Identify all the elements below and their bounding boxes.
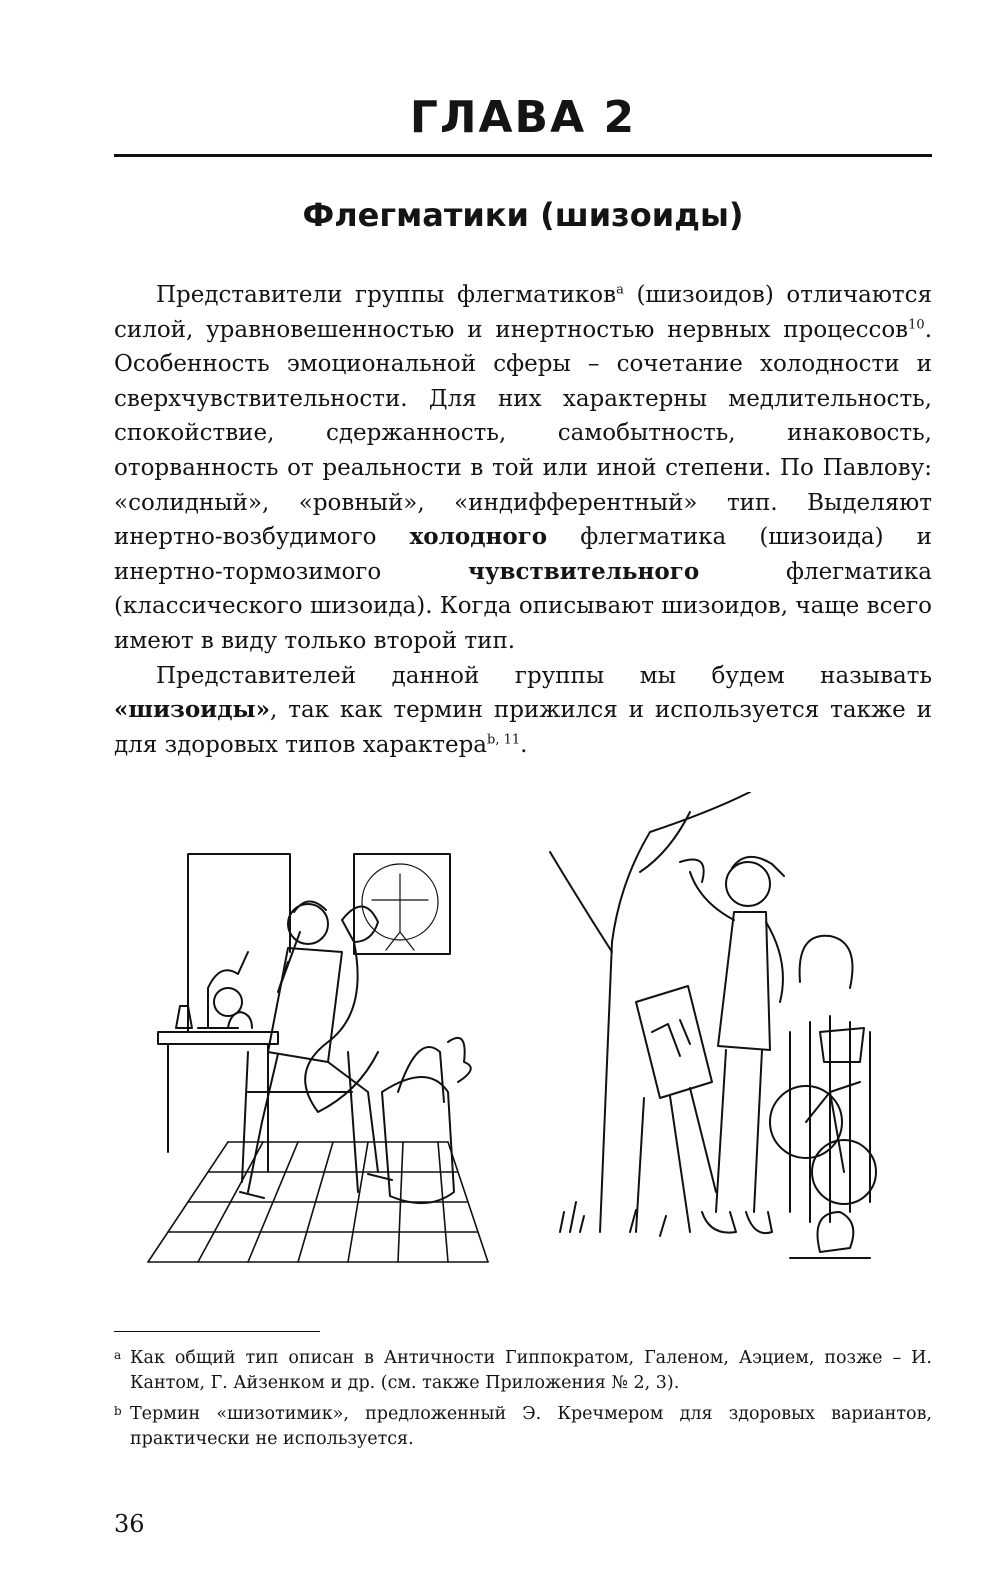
footnote-text: Термин «шизотимик», предложенный Э. Кречмером для здоровых вариантов, практически не используется. <box>130 1404 932 1449</box>
paragraph-1-text-2: (шизоидов) отличаются силой, уравновешенностью и инертностью нервных процессов <box>114 282 932 343</box>
page-number: 36 <box>114 1510 145 1538</box>
paragraph-2 <box>114 659 932 763</box>
paragraph-2-text-3: . <box>520 731 528 758</box>
term-schizoids: «шизоиды» <box>114 696 270 724</box>
section-title: Флегматики (шизоиды) <box>302 196 744 234</box>
paragraph-1-text-3: . Особенность эмоциональной сферы – сочетание холодности и сверхчувствительности. Для них характерны медлительность, спокойствие, сдержанность, самобытность, инаковость, оторванность от реальности в той или иной степени. По Павлову: «солидный», «ровный», «индифферентный» тип. Выделяют инертно-возбудимого <box>114 316 932 551</box>
footnote-mark: a <box>114 1348 122 1362</box>
footnote-ref-b-11: b, 11 <box>487 732 521 748</box>
footnotes <box>114 1346 932 1458</box>
chapter-title-rule <box>114 154 932 157</box>
footnote-rule <box>114 1331 320 1332</box>
chapter-title: ГЛАВА 2 <box>409 92 637 143</box>
term-sensitive: чувствительного <box>468 557 700 585</box>
paragraph-1-text-4: флегматика (шизоида) и инертно-тормозимого <box>114 524 932 585</box>
artist-outdoor-illustration-icon <box>540 792 900 1282</box>
term-cold: холодного <box>409 523 548 551</box>
paragraph-2-text-1: Представителей данной группы мы будем называть <box>156 662 932 689</box>
endnote-ref-10: 10 <box>908 316 925 332</box>
paragraph-1 <box>114 278 932 659</box>
body-text <box>114 278 932 762</box>
scientist-lab-illustration-icon <box>128 792 508 1282</box>
footnote-ref-a: a <box>616 282 624 298</box>
footnote-mark: b <box>114 1404 122 1418</box>
paragraph-1-text-1: Представители группы флегматиков <box>156 282 617 308</box>
paragraph-1-text-5: флегматика (классического шизоида). Когда описывают шизоидов, чаще всего имеют в виду только второй тип. <box>114 558 932 654</box>
paragraph-2-text-2: , так как термин прижился и используется также и для здоровых типов характера <box>114 697 932 758</box>
footnote-b <box>114 1402 932 1452</box>
footnote-a <box>114 1346 932 1396</box>
footnote-text: Как общий тип описан в Античности Гиппократом, Галеном, Аэцием, позже – И. Кантом, Г. Айзенком и др. (см. также Приложения № 2, 3). <box>130 1348 932 1393</box>
